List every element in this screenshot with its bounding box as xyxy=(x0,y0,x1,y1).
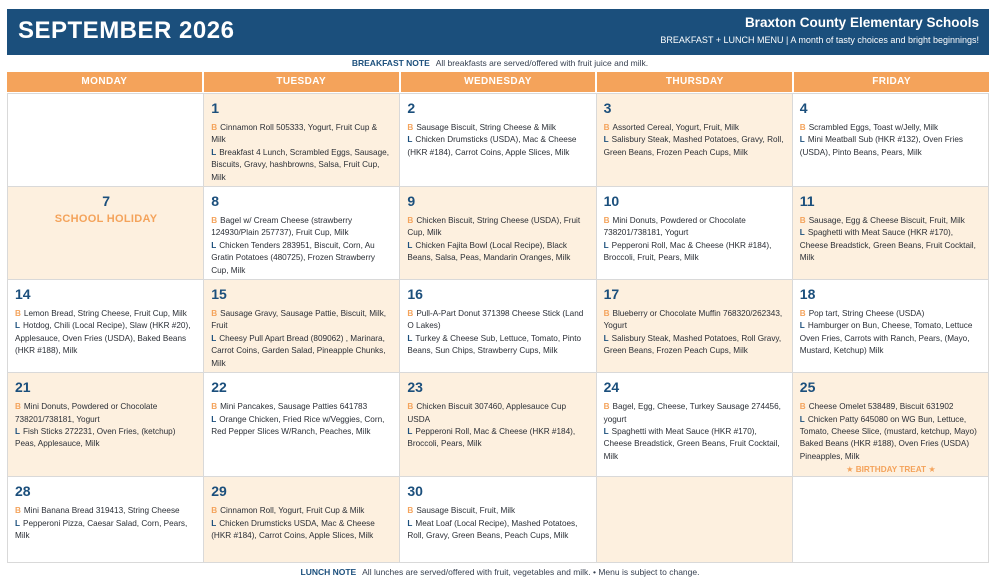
lunch-text: Breakfast 4 Lunch, Scrambled Eggs, Sausage, Biscuits, Gravy, hashbrowns, Salsa, Fruit Cup, Milk xyxy=(211,147,389,182)
day-number: 7 xyxy=(102,193,110,210)
day-cell-8 xyxy=(204,187,400,280)
day-cell-1 xyxy=(204,94,400,187)
lunch-item xyxy=(407,333,589,358)
breakfast-item xyxy=(800,215,982,227)
breakfast-text: Mini Pancakes, Sausage Patties 641783 xyxy=(220,402,368,412)
lunch-tag: L xyxy=(603,333,609,343)
weekday-monday: MONDAY xyxy=(7,72,202,92)
lunch-text: Chicken Tenders 283951, Biscuit, Corn, Au Gratin Potatoes (480725), Frozen Strawberry Cup, Milk xyxy=(211,240,376,275)
breakfast-item xyxy=(15,308,197,320)
breakfast-tag: B xyxy=(211,506,218,516)
breakfast-item xyxy=(604,215,786,240)
day-number: 16 xyxy=(407,286,423,303)
breakfast-text: Blueberry or Chocolate Muffin 768320/262343, Yogurt xyxy=(603,309,783,331)
lunch-tag: L xyxy=(15,518,21,528)
day-number: 10 xyxy=(603,193,620,210)
breakfast-tag: B xyxy=(407,309,414,319)
breakfast-text: Chicken Biscuit, String Cheese (USDA), Fruit Cup, Milk xyxy=(407,216,581,238)
weekday-friday: FRIDAY xyxy=(794,72,989,92)
breakfast-item xyxy=(211,122,393,147)
breakfast-item xyxy=(211,505,393,517)
day-number: 14 xyxy=(15,286,31,303)
lunch-item xyxy=(604,333,786,358)
lunch-item xyxy=(800,320,982,357)
breakfast-tag: B xyxy=(211,123,218,132)
breakfast-text: Pop tart, String Cheese (USDA) xyxy=(808,309,925,319)
lunch-item xyxy=(604,426,786,463)
birthday-treat-label: ★ BIRTHDAY TREAT ★ xyxy=(846,465,936,475)
lunch-note xyxy=(0,567,1000,577)
breakfast-item xyxy=(604,401,786,426)
lunch-text: Pepperoni Roll, Mac & Cheese (HKR #184), Broccoli, Fruit, Pears, Milk xyxy=(603,240,772,263)
day-number: 28 xyxy=(15,483,31,500)
day-cell-3 xyxy=(597,94,793,187)
lunch-item xyxy=(211,147,393,184)
lunch-text: Chicken Drumsticks (USDA), Mac & Cheese (HKR #184), Carrot Coins, Apple Slices, Milk xyxy=(407,135,577,157)
breakfast-tag: B xyxy=(407,402,414,412)
empty-day-cell xyxy=(8,94,204,187)
lunch-tag: L xyxy=(799,228,805,238)
day-cell-25 xyxy=(793,373,989,477)
lunch-item xyxy=(800,134,982,159)
breakfast-text: Lemon Bread, String Cheese, Fruit Cup, Milk xyxy=(23,309,187,319)
day-number: 1 xyxy=(211,100,219,116)
breakfast-tag: B xyxy=(211,309,218,319)
day-cell-14 xyxy=(8,280,204,373)
lunch-item xyxy=(800,414,982,464)
lunch-item xyxy=(15,320,197,357)
breakfast-tag: B xyxy=(407,123,414,132)
breakfast-text: Pull-A-Part Donut 371398 Cheese Stick (Land O Lakes) xyxy=(407,309,584,331)
day-cell-10 xyxy=(597,187,793,280)
lunch-item xyxy=(407,518,589,543)
breakfast-tag: B xyxy=(603,309,610,319)
breakfast-item xyxy=(604,308,786,333)
breakfast-text: Bagel, Egg, Cheese, Turkey Sausage 274456, yogurt xyxy=(603,402,781,424)
day-number: 24 xyxy=(603,379,620,396)
day-number: 15 xyxy=(211,286,227,303)
breakfast-text: Sausage Biscuit, String Cheese & Milk xyxy=(416,123,557,132)
breakfast-text: Mini Banana Bread 319413, String Cheese xyxy=(23,506,180,516)
lunch-tag: L xyxy=(799,135,805,145)
menu-tagline: BREAKFAST + LUNCH MENU | A month of tasty choices and bright beginnings! xyxy=(660,35,979,45)
breakfast-note-text: All breakfasts are served/offered with fruit juice and milk. xyxy=(435,58,649,68)
breakfast-tag: B xyxy=(15,402,21,412)
day-number: 2 xyxy=(407,100,416,116)
breakfast-note xyxy=(0,58,1000,68)
breakfast-tag: B xyxy=(603,216,610,226)
lunch-item xyxy=(407,240,589,265)
day-cell-16 xyxy=(400,280,596,373)
day-cell-17 xyxy=(597,280,793,373)
breakfast-text: Mini Donuts, Powdered or Chocolate 738201/738181, Yogurt xyxy=(15,402,158,424)
breakfast-item xyxy=(211,308,393,333)
breakfast-tag: B xyxy=(603,123,610,132)
lunch-text: Chicken Fajita Bowl (Local Recipe), Black Beans, Salsa, Peas, Mandarin Oranges, Milk xyxy=(407,240,571,263)
lunch-text: Hamburger on Bun, Cheese, Tomato, Lettuce Oven Fries, Carrots with Ranch, Pears, (Mayo, Mustard, Ketchup) Milk xyxy=(799,321,973,356)
lunch-tag: L xyxy=(603,426,609,436)
day-number: 23 xyxy=(407,379,423,396)
breakfast-tag: B xyxy=(407,216,414,226)
breakfast-tag: B xyxy=(603,402,610,412)
lunch-text: Pepperoni Roll, Mac & Cheese (HKR #184), Broccoli, Pears, Milk xyxy=(407,426,576,449)
lunch-text: Salisbury Steak, Mashed Potatoes, Gravy, Roll, Green Beans, Frozen Peach Cups, Milk xyxy=(603,135,784,157)
day-cell-28 xyxy=(8,477,204,563)
breakfast-tag: B xyxy=(407,506,414,516)
breakfast-item xyxy=(15,401,197,426)
breakfast-text: Cinnamon Roll 505333, Yogurt, Fruit Cup & Milk xyxy=(211,123,378,145)
day-cell-11 xyxy=(793,187,989,280)
lunch-text: Orange Chicken, Fried Rice w/Veggies, Corn, Red Pepper Slices W/Ranch, Peaches, Milk xyxy=(211,414,385,436)
calendar-grid xyxy=(7,93,989,563)
breakfast-tag: B xyxy=(15,309,21,319)
day-number: 9 xyxy=(407,193,416,210)
breakfast-tag: B xyxy=(799,402,806,412)
breakfast-tag: B xyxy=(15,506,21,516)
breakfast-item xyxy=(800,122,982,134)
day-cell-15 xyxy=(204,280,400,373)
day-cell-30 xyxy=(400,477,596,563)
lunch-tag: L xyxy=(211,147,217,157)
breakfast-text: Mini Donuts, Powdered or Chocolate 738201/738181, Yogurt xyxy=(603,216,746,238)
lunch-tag: L xyxy=(799,321,805,331)
day-number: 18 xyxy=(799,286,816,303)
lunch-text: Spaghetti with Meat Sauce (HKR #170), Cheese Breadstick, Green Beans, Fruit Cocktail, Milk xyxy=(603,426,780,461)
lunch-note-text: All lunches are served/offered with fruit, vegetables and milk. • Menu is subject to change. xyxy=(362,567,700,577)
day-number: 11 xyxy=(799,193,815,210)
weekday-wednesday: WEDNESDAY xyxy=(401,72,596,92)
breakfast-item xyxy=(407,215,589,240)
breakfast-text: Assorted Cereal, Yogurt, Fruit, Milk xyxy=(612,123,740,132)
day-cell-9 xyxy=(400,187,596,280)
breakfast-item xyxy=(211,401,393,413)
day-number: 4 xyxy=(799,100,808,116)
month-title: SEPTEMBER 2026 xyxy=(18,17,235,44)
breakfast-tag: B xyxy=(211,402,218,412)
breakfast-text: Cinnamon Roll, Yogurt, Fruit Cup & Milk xyxy=(220,506,365,516)
breakfast-text: Chicken Biscuit 307460, Applesauce Cup USDA xyxy=(407,402,567,424)
lunch-item xyxy=(211,333,393,370)
weekday-tuesday: TUESDAY xyxy=(204,72,399,92)
lunch-note-label: LUNCH NOTE xyxy=(300,567,357,577)
day-number: 22 xyxy=(211,379,227,396)
lunch-text: Cheesy Pull Apart Bread (809062) , Marinara, Carrot Coins, Garden Salad, Pineapple Chunks, Milk xyxy=(211,333,386,368)
lunch-text: Chicken Drumsticks USDA, Mac & Cheese (HKR #184), Carrot Coins, Apple Slices, Milk xyxy=(211,518,375,540)
day-number: 29 xyxy=(211,483,227,500)
weekday-thursday: THURSDAY xyxy=(597,72,792,92)
lunch-text: Spaghetti with Meat Sauce (HKR #170), Cheese Breadstick, Green Beans, Fruit Cocktail, Milk xyxy=(799,228,976,263)
lunch-text: Fish Sticks 272231, Oven Fries, (ketchup) Peas, Applesauce, Milk xyxy=(15,426,176,449)
breakfast-tag: B xyxy=(211,216,218,226)
lunch-item xyxy=(407,134,589,159)
breakfast-tag: B xyxy=(799,123,806,132)
lunch-item xyxy=(211,240,393,277)
day-number: 21 xyxy=(15,379,31,396)
breakfast-item xyxy=(407,505,589,517)
lunch-tag: L xyxy=(15,321,21,331)
breakfast-text: Cheese Omelet 538489, Biscuit 631902 xyxy=(808,402,954,412)
empty-day-cell xyxy=(597,477,793,563)
day-cell-29 xyxy=(204,477,400,563)
lunch-tag: L xyxy=(603,240,609,250)
lunch-tag: L xyxy=(211,414,217,424)
lunch-tag: L xyxy=(603,135,609,145)
lunch-tag: L xyxy=(799,414,805,424)
lunch-item xyxy=(604,134,786,159)
lunch-tag: L xyxy=(15,426,21,436)
breakfast-tag: B xyxy=(799,216,806,226)
breakfast-item xyxy=(604,122,786,134)
lunch-tag: L xyxy=(407,518,413,528)
breakfast-text: Bagel w/ Cream Cheese (strawberry 124930/Plain 257737), Fruit Cup, Milk xyxy=(211,216,353,238)
breakfast-item xyxy=(800,401,982,413)
calendar-header xyxy=(7,9,989,55)
breakfast-item xyxy=(800,308,982,320)
day-number: 3 xyxy=(603,100,612,116)
day-cell-4 xyxy=(793,94,989,187)
day-number: 30 xyxy=(407,483,423,500)
breakfast-item xyxy=(407,308,589,333)
lunch-tag: L xyxy=(407,333,413,343)
day-cell-22 xyxy=(204,373,400,477)
lunch-text: Chicken Patty 645080 on WG Bun, Lettuce, Tomato, Cheese Slice, (mustard, ketchup, Mayo) Baked Beans (HKR #188), Oven Fries (USDA) Pineapples, Milk xyxy=(799,414,977,461)
breakfast-item xyxy=(211,215,393,240)
school-name: Braxton County Elementary Schools xyxy=(744,15,979,30)
day-cell-7 xyxy=(8,187,204,280)
empty-day-cell xyxy=(793,477,989,563)
day-cell-2 xyxy=(400,94,596,187)
day-cell-24 xyxy=(597,373,793,477)
breakfast-item xyxy=(407,401,589,426)
lunch-item xyxy=(800,227,982,264)
lunch-tag: L xyxy=(211,518,217,528)
day-cell-18 xyxy=(793,280,989,373)
lunch-text: Pepperoni Pizza, Caesar Salad, Corn, Pears, Milk xyxy=(15,518,188,540)
lunch-tag: L xyxy=(211,333,217,343)
lunch-text: Mini Meatball Sub (HKR #132), Oven Fries (USDA), Pinto Beans, Pears, Milk xyxy=(799,135,963,157)
breakfast-tag: B xyxy=(799,309,806,319)
lunch-item xyxy=(211,518,393,543)
day-number: 17 xyxy=(603,286,620,303)
lunch-item xyxy=(211,414,393,439)
lunch-item xyxy=(15,426,197,451)
lunch-text: Turkey & Cheese Sub, Lettuce, Tomato, Pinto Beans, Sun Chips, Strawberry Cups, Milk xyxy=(407,333,582,356)
lunch-item xyxy=(15,518,197,543)
breakfast-text: Sausage Biscuit, Fruit, Milk xyxy=(416,506,516,516)
breakfast-text: Scrambled Eggs, Toast w/Jelly, Milk xyxy=(808,123,939,132)
breakfast-note-label: BREAKFAST NOTE xyxy=(351,58,430,68)
day-cell-21 xyxy=(8,373,204,477)
holiday-label: SCHOOL HOLIDAY xyxy=(54,213,158,226)
weekday-header-row xyxy=(7,72,989,92)
day-number: 25 xyxy=(799,379,816,396)
breakfast-item xyxy=(15,505,197,517)
day-number: 8 xyxy=(211,193,219,210)
day-cell-23 xyxy=(400,373,596,477)
lunch-tag: L xyxy=(407,426,413,436)
lunch-tag: L xyxy=(407,135,413,145)
lunch-text: Salisbury Steak, Mashed Potatoes, Roll Gravy, Green Beans, Frozen Peach Cups, Milk xyxy=(603,333,782,356)
lunch-item xyxy=(407,426,589,451)
breakfast-item xyxy=(407,122,589,134)
lunch-tag: L xyxy=(407,240,413,250)
lunch-item xyxy=(604,240,786,265)
breakfast-text: Sausage, Egg & Cheese Biscuit, Fruit, Milk xyxy=(808,216,965,226)
lunch-text: Hotdog, Chili (Local Recipe), Slaw (HKR #20), Applesauce, Oven Fries (USDA), Baked Beans (HKR #188), Milk xyxy=(15,321,191,356)
breakfast-text: Sausage Gravy, Sausage Pattie, Biscuit, Milk, Fruit xyxy=(211,309,387,331)
lunch-tag: L xyxy=(211,240,217,250)
lunch-text: Meat Loaf (Local Recipe), Mashed Potatoes, Roll, Gravy, Green Beans, Peach Cups, Milk xyxy=(407,518,578,540)
